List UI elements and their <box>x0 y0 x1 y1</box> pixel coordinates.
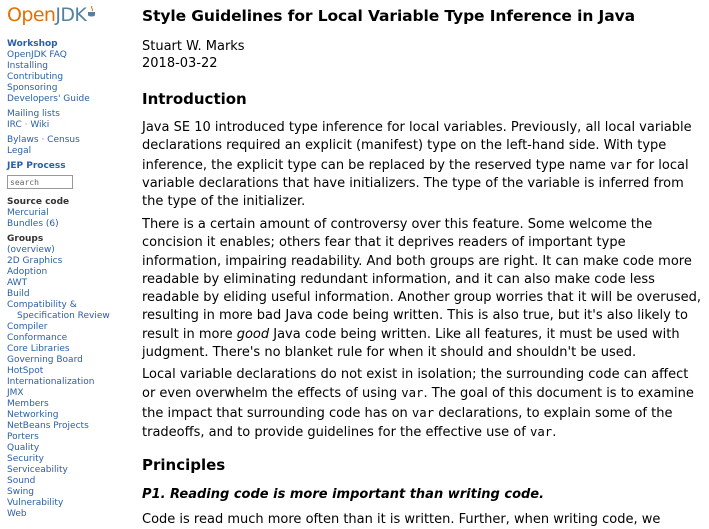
sidebar-group-item[interactable]: Specification Review <box>17 311 110 321</box>
sidebar-link-mailing-lists[interactable]: Mailing lists <box>7 109 60 119</box>
sidebar-link-developers-guide[interactable]: Developers' Guide <box>7 94 90 104</box>
sidebar-nav <box>7 39 125 520</box>
heading-introduction: Introduction <box>142 90 247 108</box>
sidebar-link-census[interactable]: Census <box>47 135 80 145</box>
sidebar-group-item[interactable]: Compiler <box>7 322 48 332</box>
sidebar-link-faq[interactable]: OpenJDK FAQ <box>7 50 67 60</box>
paragraph-intro-3: Local variable declarations do not exist in isolation; the surrounding code can affect or even overwhelm the effects of using var. The goal of this document is to examine the impact that surrounding code has on var declarations, to explain some of the tradeoffs, and to provide guidelines for the effective use of var. <box>142 367 694 440</box>
sidebar-group-item[interactable]: Quality <box>7 443 40 453</box>
author: Stuart W. Marks <box>142 39 245 54</box>
sidebar-group-item[interactable]: Web <box>7 509 27 519</box>
sidebar-group-item[interactable]: AWT <box>7 278 28 288</box>
sidebar-group-item[interactable]: Porters <box>7 432 39 442</box>
code-var: var <box>401 386 424 401</box>
sidebar-group-item[interactable]: Sound <box>7 476 36 486</box>
coffee-cup-icon <box>87 1 97 23</box>
sidebar-link-irc[interactable]: IRC <box>7 120 22 130</box>
heading-principles: Principles <box>142 456 226 474</box>
logo-text-jdk: JDK <box>55 4 87 26</box>
sidebar-heading-source-code: Source code <box>7 197 70 207</box>
publish-date: 2018-03-22 <box>142 56 218 71</box>
sidebar-link-wiki[interactable]: Wiki <box>30 120 50 130</box>
sidebar <box>0 0 125 529</box>
code-var: var <box>411 405 435 420</box>
sidebar-group-item[interactable]: (overview) <box>7 245 55 255</box>
code-var: var <box>529 424 553 439</box>
sidebar-group-item[interactable]: 2D Graphics <box>7 256 63 266</box>
sidebar-group-item[interactable]: Vulnerability <box>7 498 64 508</box>
paragraph-p1: Code is read much more often than it is written. Further, when writing code, we <box>142 512 661 527</box>
paragraph-intro-1: Java SE 10 introduced type inference for local variables. Previously, all local variable declarations required an explicit (manifest) type on the left-hand side. With type inference, the explicit type can be replaced by the reserved type name var for local variable declarations that have initializers. The type of the variable is inferred from the type of the initializer. <box>142 120 692 210</box>
sidebar-link-legal[interactable]: Legal <box>7 146 32 156</box>
separator: · <box>38 135 48 145</box>
sidebar-heading-groups: Groups <box>7 234 44 244</box>
paragraph-intro-2: There is a certain amount of controversy over this feature. Some welcome the concision it enables; others fear that it deprives readers of important type information, impairing readability. And both groups are right. It can make code more readable by eliminating redundant information, and it can also make code less readable by eliding useful information. Another group worries that it will be overused, resulting in more bad Java code being written. This is also true, but it's also likely to result in more good Java code being written. Like all features, it must be used with judgment. There's no blanket rule for when it should and shouldn't be used. <box>142 217 701 361</box>
sidebar-group-item[interactable]: Compatibility & <box>7 300 77 310</box>
separator: · <box>21 120 31 130</box>
sidebar-group-item[interactable]: Build <box>7 289 30 299</box>
sidebar-link-mercurial[interactable]: Mercurial <box>7 208 49 218</box>
sidebar-link-contributing[interactable]: Contributing <box>7 72 64 82</box>
sidebar-group-item[interactable]: Members <box>7 399 49 409</box>
sidebar-group-item[interactable]: Swing <box>7 487 34 497</box>
emphasis-good: good <box>236 326 270 342</box>
sidebar-link-jep-process[interactable]: JEP Process <box>7 161 66 171</box>
sidebar-link-bundles[interactable]: Bundles (6) <box>7 219 59 229</box>
sidebar-link-sponsoring[interactable]: Sponsoring <box>7 83 58 93</box>
sidebar-group-item[interactable]: NetBeans Projects <box>7 421 89 431</box>
sidebar-group-item[interactable]: Governing Board <box>7 355 83 365</box>
sidebar-group-item[interactable]: JMX <box>7 388 24 398</box>
sidebar-group-item[interactable]: Security <box>7 454 44 464</box>
search-input[interactable] <box>7 175 73 189</box>
sidebar-group-item[interactable]: Adoption <box>7 267 48 277</box>
page-title: Style Guidelines for Local Variable Type Inference in Java <box>142 7 635 25</box>
heading-p1: P1. Reading code is more important than writing code. <box>142 487 545 502</box>
logo-text-open: Open <box>7 4 56 26</box>
sidebar-group-item[interactable]: Networking <box>7 410 59 420</box>
sidebar-row-bylaws-census <box>7 135 125 146</box>
sidebar-link-installing[interactable]: Installing <box>7 61 49 71</box>
code-var: var <box>609 157 633 172</box>
sidebar-group-item[interactable]: Internationalization <box>7 377 95 387</box>
openjdk-logo[interactable] <box>7 4 97 26</box>
sidebar-link-bylaws[interactable]: Bylaws <box>7 135 39 145</box>
sidebar-row-irc-wiki <box>7 120 125 131</box>
sidebar-group-item[interactable]: HotSpot <box>7 366 44 376</box>
sidebar-link-workshop[interactable]: Workshop <box>7 39 58 49</box>
sidebar-group-item[interactable]: Serviceability <box>7 465 68 475</box>
sidebar-group-item[interactable]: Conformance <box>7 333 68 343</box>
sidebar-group-item[interactable]: Core Libraries <box>7 344 70 354</box>
